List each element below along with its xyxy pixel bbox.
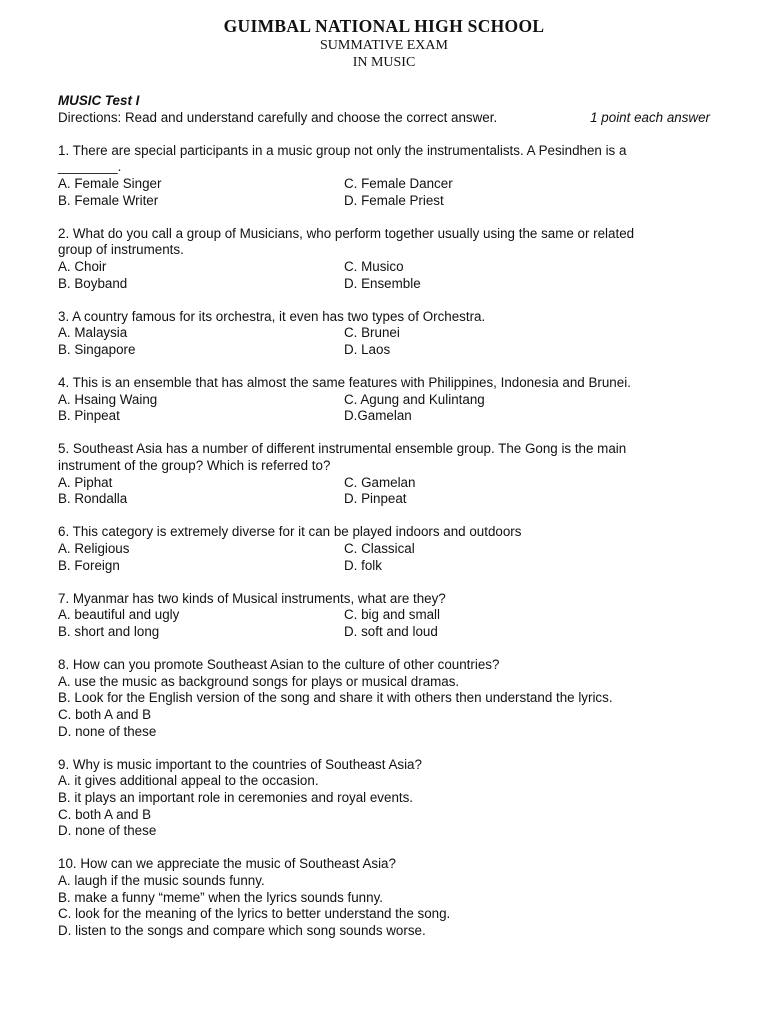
question-text: 3. A country famous for its orchestra, it even has two types of Orchestra.	[58, 308, 486, 324]
question-text: 7. Myanmar has two kinds of Musical instruments, what are they?	[58, 590, 446, 606]
choice-d: D. none of these	[58, 723, 157, 739]
choice-d: D. Ensemble	[344, 275, 421, 291]
question-text: 5. Southeast Asia has a number of different instrumental ensemble group. The Gong is the main instrument of the group? Which is referred to?	[58, 441, 627, 474]
choice-c: C. Agung and Kulintang	[344, 391, 485, 407]
document-header	[0, 0, 768, 71]
choice-a: A. Malaysia	[58, 325, 128, 341]
question-10	[58, 856, 718, 939]
choices-grid	[58, 325, 718, 358]
exam-subject: IN MUSIC	[352, 55, 416, 70]
choice-d: D. soft and loud	[344, 624, 438, 639]
choices-list	[58, 773, 718, 839]
question-5	[58, 441, 718, 507]
choice-c: C. Classical	[344, 541, 415, 557]
exam-body	[58, 93, 718, 939]
question-7	[58, 591, 718, 641]
choice-d: D. folk	[344, 557, 382, 573]
choice-a: A. Hsaing Waing	[58, 391, 158, 407]
choice-a: A. Piphat	[58, 474, 113, 490]
choice-d: D.Gamelan	[344, 408, 412, 424]
choice-d: D. Pinpeat	[344, 491, 407, 507]
question-4	[58, 375, 718, 425]
question-text: 1. There are special participants in a music group not only the instrumentalists. A Pesindhen is a ________.	[58, 142, 627, 175]
question-text: 9. Why is music important to the countries of Southeast Asia?	[58, 756, 422, 772]
choice-d: D. listen to the songs and compare which song sounds worse.	[58, 922, 426, 938]
choice-a: A. Female Singer	[58, 175, 162, 191]
question-8	[58, 657, 718, 740]
choice-c: C. both A and B	[58, 806, 152, 822]
choice-c: C. look for the meaning of the lyrics to better understand the song.	[58, 906, 451, 922]
choice-d: D. Female Priest	[344, 192, 444, 208]
choice-a: A. Choir	[58, 258, 107, 274]
points-note: 1 point each answer	[590, 109, 710, 125]
question-9	[58, 757, 718, 840]
choice-b: B. Foreign	[58, 557, 120, 573]
choice-b: B. Singapore	[58, 341, 136, 357]
choices-grid	[58, 392, 718, 425]
question-text: 10. How can we appreciate the music of Southeast Asia?	[58, 856, 396, 872]
choices-list	[58, 873, 718, 939]
choice-c: C. Brunei	[344, 325, 400, 341]
choices-grid	[58, 176, 718, 209]
question-2	[58, 226, 718, 292]
choice-a: A. use the music as background songs for plays or musical dramas.	[58, 673, 460, 689]
choice-b: B. it plays an important role in ceremonies and royal events.	[58, 789, 414, 805]
question-3	[58, 309, 718, 359]
choice-b: B. make a funny “meme” when the lyrics sounds funny.	[58, 889, 383, 905]
question-text: 4. This is an ensemble that has almost the same features with Philippines, Indonesia and Brunei.	[58, 375, 631, 391]
question-text: 6. This category is extremely diverse for it can be played indoors and outdoors	[58, 524, 522, 540]
exam-title: SUMMATIVE EXAM	[320, 38, 448, 53]
choice-a: A. laugh if the music sounds funny.	[58, 872, 265, 888]
test-title: MUSIC Test I	[58, 93, 140, 108]
directions-text: Directions: Read and understand carefully and choose the correct answer.	[58, 109, 498, 125]
choice-d: D. none of these	[58, 823, 157, 839]
choice-b: B. Look for the English version of the song and share it with others then understand the lyrics.	[58, 690, 613, 706]
choice-d: D. Laos	[344, 341, 391, 357]
choices-grid	[58, 541, 718, 574]
choice-b: B. Rondalla	[58, 491, 128, 507]
choice-c: C. Musico	[344, 258, 404, 274]
choices-grid	[58, 475, 718, 508]
choice-b: B. Pinpeat	[58, 408, 120, 424]
choice-b: B. Female Writer	[58, 192, 159, 208]
question-1	[58, 143, 718, 209]
choice-c: C. both A and B	[58, 706, 152, 722]
choice-b: B. Boyband	[58, 275, 128, 291]
choices-grid	[58, 259, 718, 292]
choice-a: A. Religious	[58, 541, 130, 557]
choice-c: C. big and small	[344, 607, 441, 623]
question-6	[58, 524, 718, 574]
choices-grid	[58, 607, 718, 640]
question-text: 8. How can you promote Southeast Asian to the culture of other countries?	[58, 657, 500, 673]
choice-a: A. beautiful and ugly	[58, 607, 180, 623]
choice-c: C. Female Dancer	[344, 175, 453, 191]
choice-c: C. Gamelan	[344, 474, 416, 490]
choice-b: B. short and long	[58, 624, 160, 639]
choice-a: A. it gives additional appeal to the occasion.	[58, 773, 319, 789]
directions-row	[58, 110, 710, 127]
school-name: GUIMBAL NATIONAL HIGH SCHOOL	[223, 16, 545, 36]
choices-list	[58, 674, 718, 740]
question-text: 2. What do you call a group of Musicians, who perform together usually using the same or related group of instruments.	[58, 225, 635, 258]
